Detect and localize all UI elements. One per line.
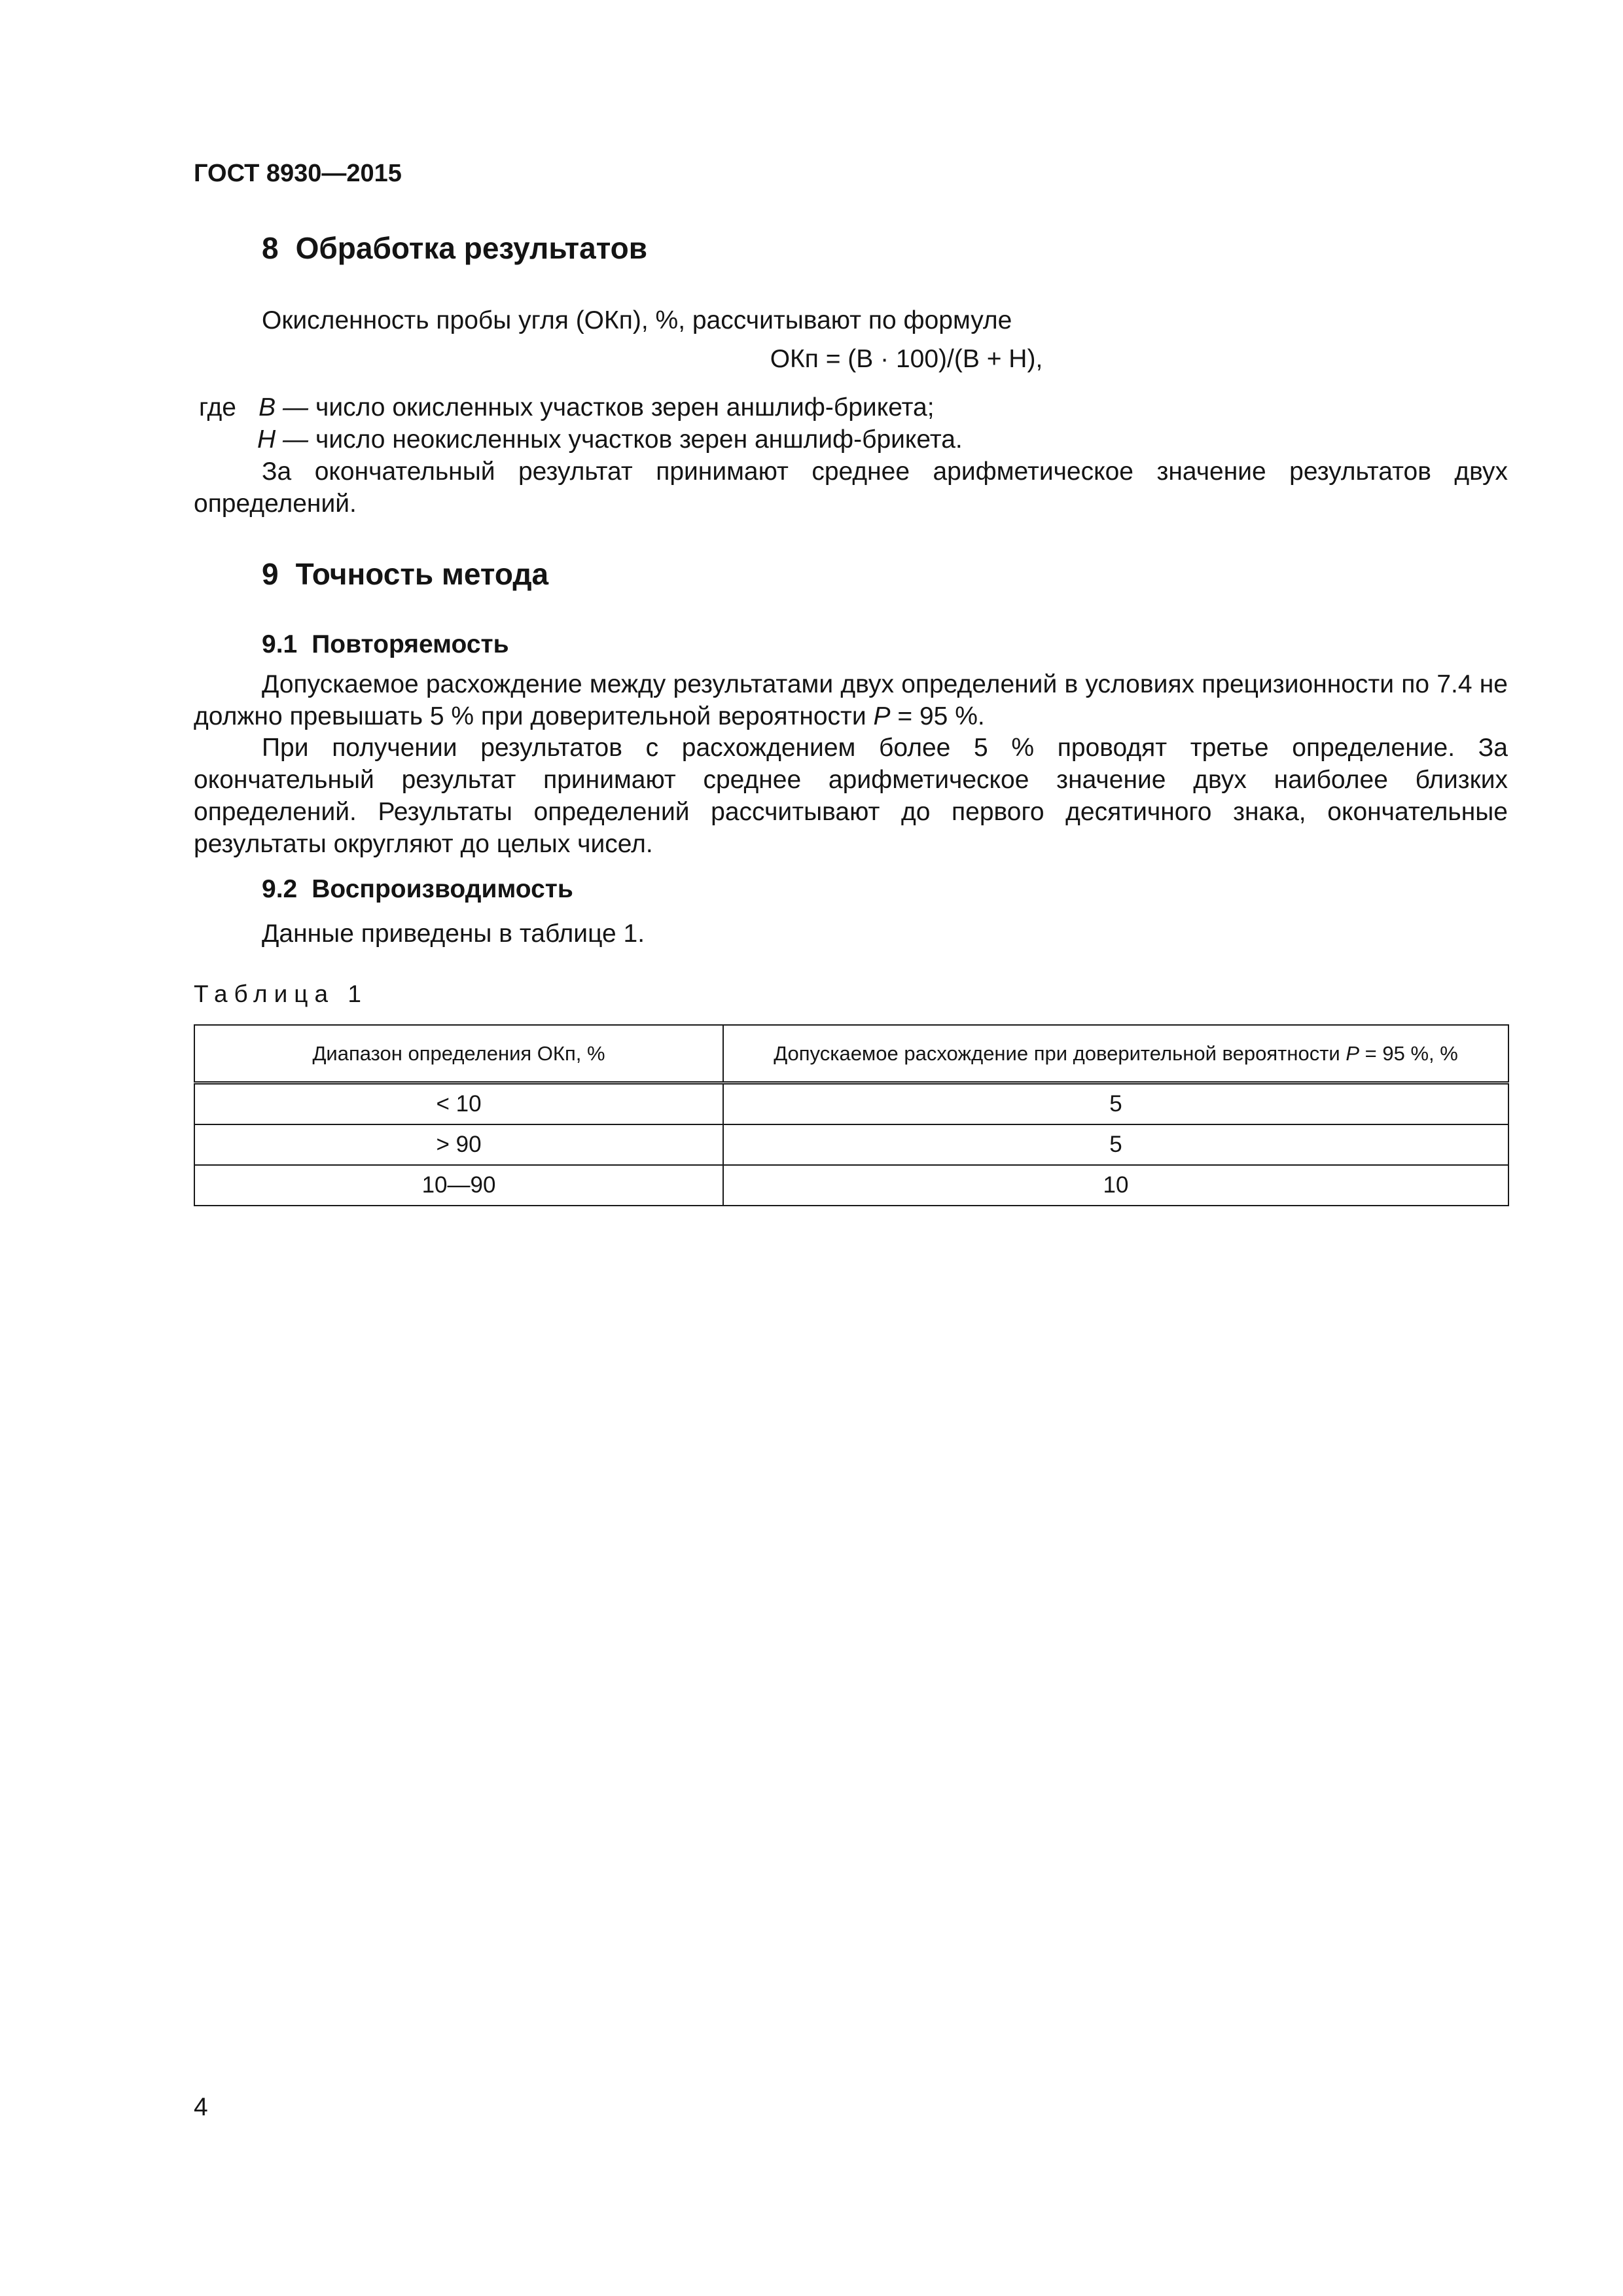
section-9-title: Точность метода xyxy=(295,557,549,591)
section-8-intro: Окисленность пробы угля (ОКп), %, рассчитывают по формуле xyxy=(262,306,1012,334)
table-caption: Таблица 1 xyxy=(194,980,368,1007)
reproducibility-text: Данные приведены в таблице 1. xyxy=(262,920,645,948)
repeatability-paragraph-2: При получении результатов с расхождением более 5 % проводят третье определение. За окончательный результат принимают среднее арифметическое значение двух наиболее близких определений. Результаты определений рассчитывают до первого десятичного знака, окончательные результаты округляют до целых чисел. xyxy=(194,734,1508,858)
table-row xyxy=(194,1124,1508,1165)
definition-text: число окисленных участков зерен аншлиф-брикета; xyxy=(315,393,935,422)
table-cell-range: 10—90 xyxy=(194,1165,723,1206)
table-header-range: Диапазон определения ОКп, % xyxy=(194,1025,723,1083)
definition-symbol: В — xyxy=(259,393,308,422)
probability-variable: Р xyxy=(873,702,891,730)
subsection-9-1-heading xyxy=(262,630,509,659)
table-1 xyxy=(194,1024,1509,1206)
oxidation-formula xyxy=(0,345,1623,374)
subsection-9-1-title: Повторяемость xyxy=(312,630,509,658)
section-8-title: Обработка результатов xyxy=(295,231,647,265)
section-8-heading xyxy=(262,230,647,266)
document-header: ГОСТ 8930—2015 xyxy=(194,160,402,187)
section-9-heading xyxy=(262,556,548,592)
subsection-9-2-number: 9.2 xyxy=(262,875,298,903)
subsection-9-1-number: 9.1 xyxy=(262,630,298,658)
table-cell-value: 5 xyxy=(723,1083,1508,1125)
page-number: 4 xyxy=(194,2093,208,2121)
definition-symbol: Н — xyxy=(257,425,308,454)
section-8-final-paragraph: За окончательный результат принимают среднее арифметическое значение результатов двух определений. xyxy=(194,457,1508,518)
table-header-row xyxy=(194,1025,1508,1083)
table-cell-range: > 90 xyxy=(194,1124,723,1165)
table-row xyxy=(194,1083,1508,1125)
subsection-9-2-title: Воспроизводимость xyxy=(312,875,573,903)
table-header-tolerance: Допускаемое расхождение при доверительной вероятности Р = 95 %, % xyxy=(723,1025,1508,1083)
definition-text: число неокисленных участков зерен аншлиф-брикета. xyxy=(315,425,963,454)
formula-definitions xyxy=(194,391,1306,456)
subsection-9-2-heading xyxy=(262,875,573,904)
table-cell-value: 5 xyxy=(723,1124,1508,1165)
repeatability-paragraph-1: Допускаемое расхождение между результатами двух определений в условиях прецизионности по 7.4 не должно превышать 5 % при доверительной вероятности Р = 95 %. xyxy=(194,670,1508,730)
table-row xyxy=(194,1165,1508,1206)
table-cell-value: 10 xyxy=(723,1165,1508,1206)
section-9-number: 9 xyxy=(262,557,279,591)
table-cell-range: < 10 xyxy=(194,1083,723,1125)
where-word: где xyxy=(199,393,236,422)
section-8-number: 8 xyxy=(262,231,279,265)
formula-text: ОКп = (В · 100)/(В + Н), xyxy=(770,345,1043,373)
